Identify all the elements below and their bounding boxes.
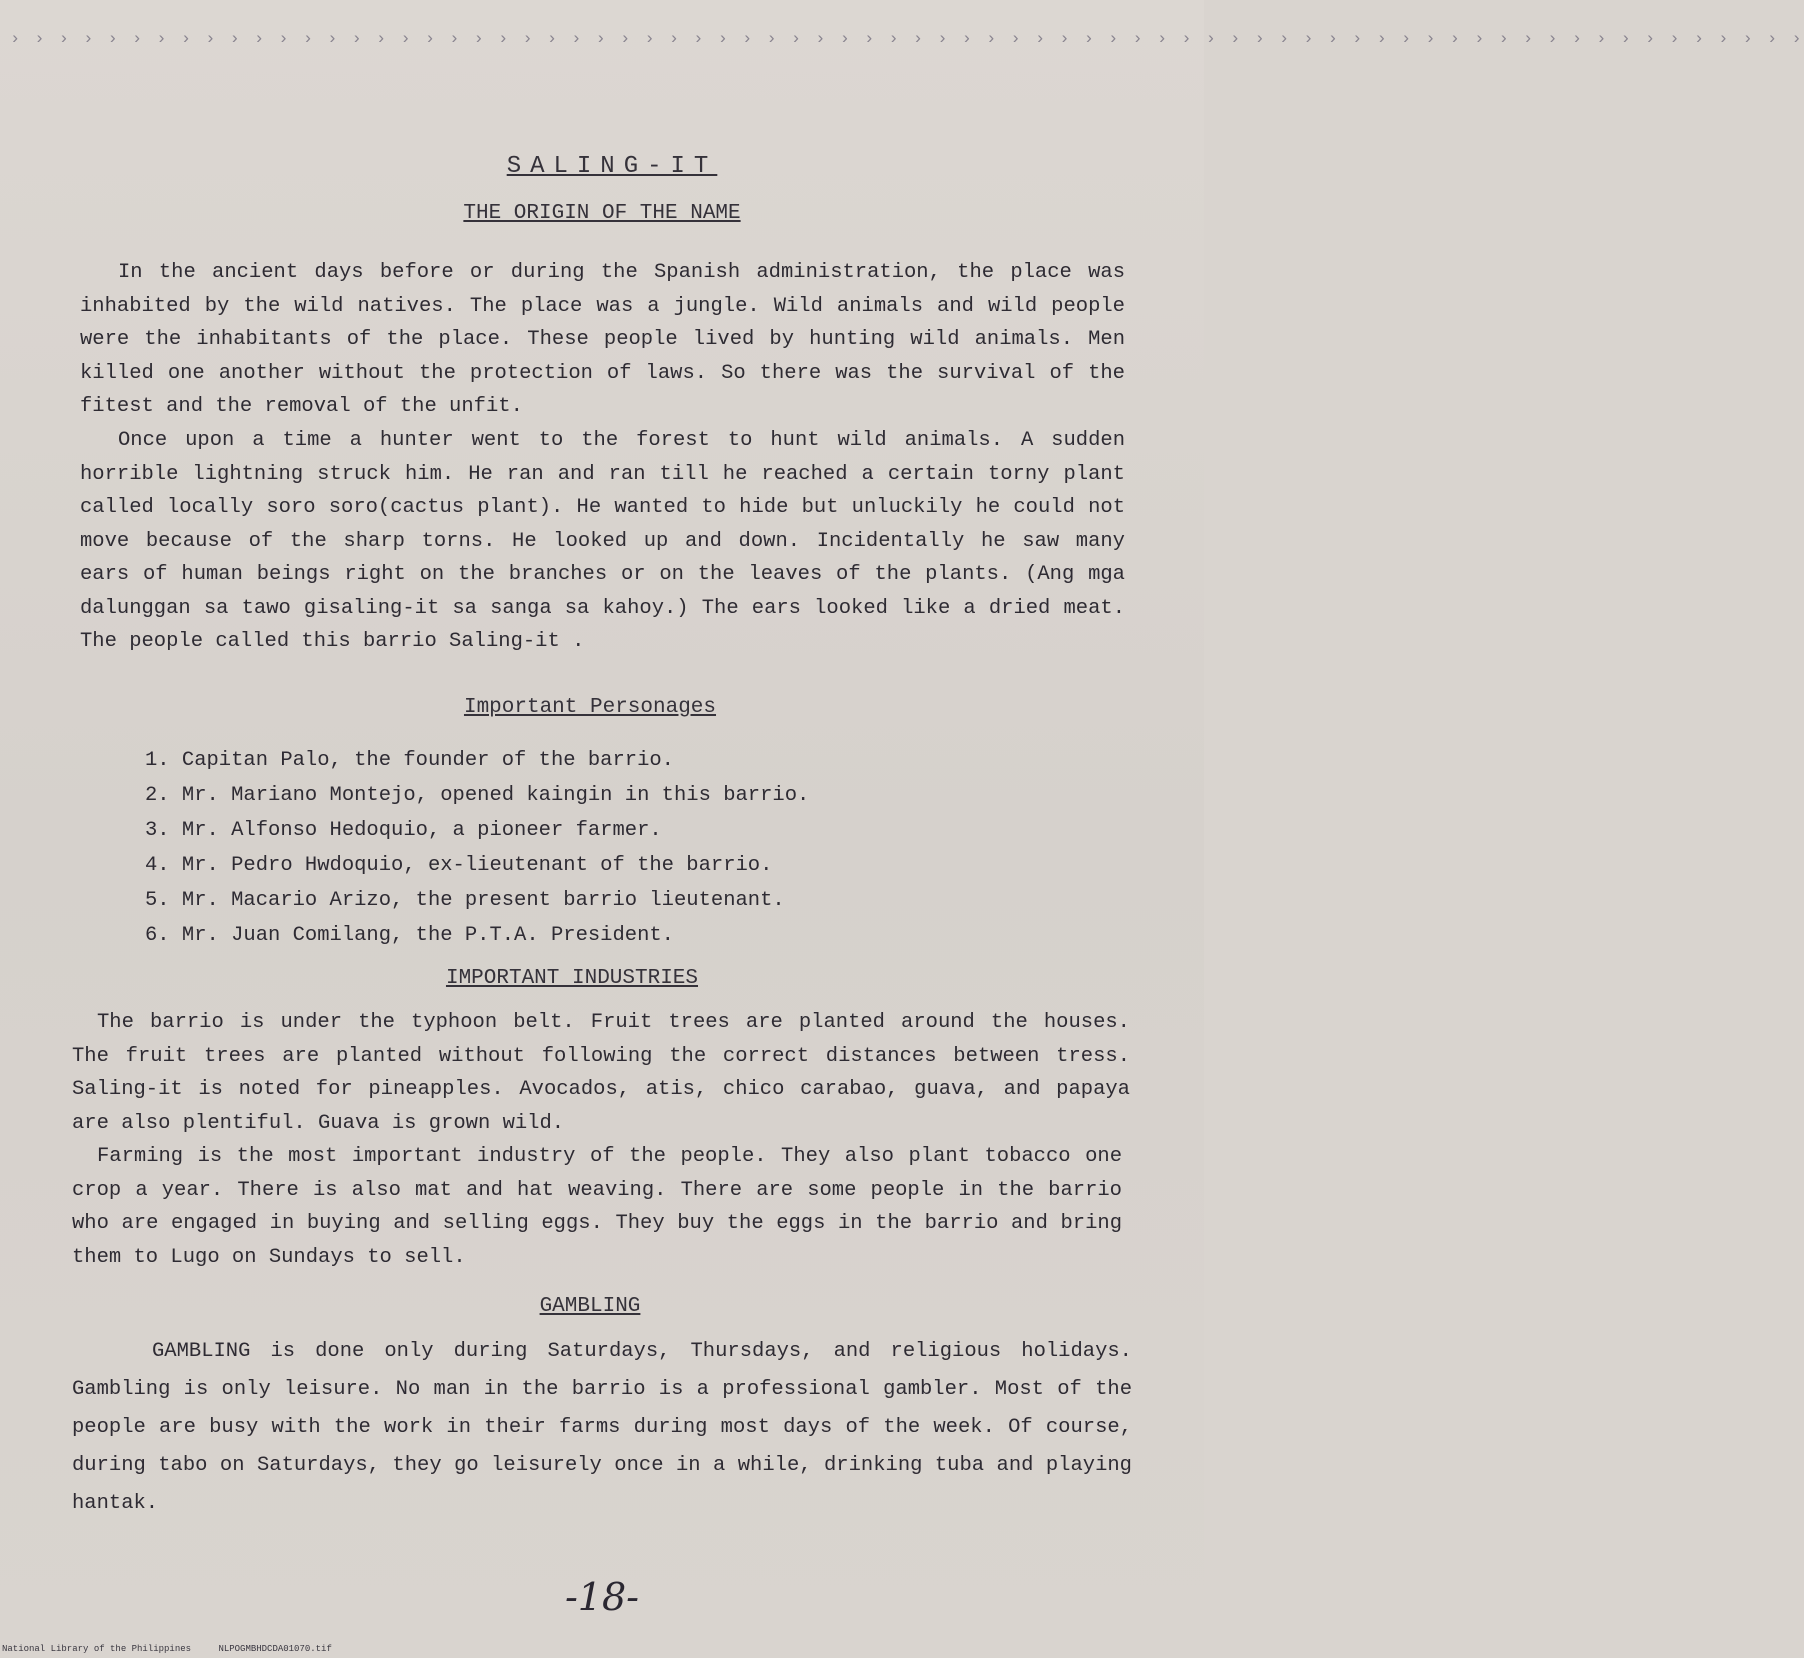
personages-heading: Important Personages xyxy=(463,696,717,719)
industries-heading: IMPORTANT INDUSTRIES xyxy=(445,967,699,990)
personage-item: 4. Mr. Pedro Hwdoquio, ex-lieutenant of the barrio. xyxy=(145,854,773,877)
industries-paragraph-1: The barrio is under the typhoon belt. Fruit trees are planted around the houses. The fruit trees are planted without following the correct distances between tress. Saling-it is noted for pineapples. Avocados, atis, chico carabao, guava, and papaya are also plentiful. Guava is grown wild. xyxy=(72,1011,1130,1135)
personage-item: 3. Mr. Alfonso Hedoquio, a pioneer farmer. xyxy=(145,819,662,842)
personage-item: 1. Capitan Palo, the founder of the barrio. xyxy=(145,749,674,772)
scan-footer xyxy=(2,1644,354,1654)
gambling-paragraph: GAMBLING is done only during Saturdays, Thursdays, and religious holidays. Gambling is only leisure. No man in the barrio is a professional gambler. Most of the people are busy with the work in their farms during most days of the week. Of course, during tabo on Saturdays, they go leisurely once in a while, drinking tuba and playing hantak. xyxy=(72,1340,1132,1515)
punched-edge-strip: › › › › › › › › › › › › › › › › › › › › › › › › › › › › › › › › › › › › › › › › › › › › › › › › › › › › › › › › › › › › › › › › › › › › › › › › › › xyxy=(10,30,1804,49)
industries-paragraph-2: Farming is the most important industry of the people. They also plant tobacco one crop a year. There is also mat and hat weaving. There are some people in the barrio who are engaged in buying and selling eggs. They buy the eggs in the barrio and bring them to Lugo on Sundays to sell. xyxy=(72,1145,1122,1269)
origin-paragraph-1: In the ancient days before or during the Spanish administration, the place was inhabited by the wild natives. The place was a jungle. Wild animals and wild people were the inhabitants of the place. These people lived by hunting wild animals. Men killed one another without the protection of laws. So there was the survival of the fitest and the removal of the unfit. xyxy=(80,261,1125,418)
footer-filename: NLPOGMBHDCDA01070.tif xyxy=(218,1644,332,1654)
footer-library: National Library of the Philippines xyxy=(2,1644,192,1654)
origin-heading: THE ORIGIN OF THE NAME xyxy=(463,202,741,225)
personage-item: 5. Mr. Macario Arizo, the present barrio lieutenant. xyxy=(145,889,785,912)
gambling-heading: GAMBLING xyxy=(539,1295,641,1318)
origin-paragraph-2: Once upon a time a hunter went to the forest to hunt wild animals. A sudden horrible lightning struck him. He ran and ran till he reached a certain torny plant called locally soro soro(cactus plant). He wanted to hide but unluckily he could not move because of the sharp torns. He looked up and down. Incidentally he saw many ears of human beings right on the branches or on the leaves of the plants. (Ang mga dalunggan sa tawo gisaling-it sa sanga sa kahoy.) The ears looked like a dried meat. The people called this barrio Saling-it . xyxy=(80,429,1125,653)
personages-list xyxy=(145,743,1045,953)
document-title: SALING-IT xyxy=(506,153,718,180)
personage-item: 2. Mr. Mariano Montejo, opened kaingin in this barrio. xyxy=(145,784,810,807)
personage-item: 6. Mr. Juan Comilang, the P.T.A. President. xyxy=(145,924,674,947)
page-number: -18- xyxy=(564,1575,640,1619)
